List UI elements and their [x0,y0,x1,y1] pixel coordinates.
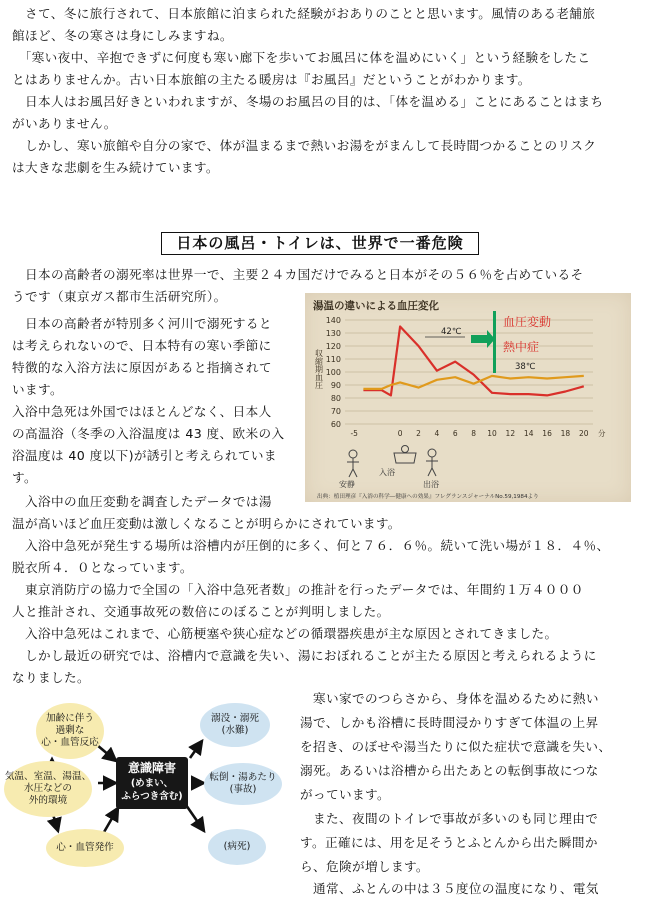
text-line: 通常、ふとんの中は３５度位の温度になり、電気 [300,881,599,896]
text-line: 館ほど、冬の寒さは身にしみますね。 [12,28,233,43]
text-line: は大きな悲劇を生み続けています。 [12,160,219,175]
arrow-icon [186,805,204,831]
y-tick-label: 80 [330,394,341,403]
x-tick-label: 8 [471,429,476,438]
x-tick-label: 14 [523,429,534,438]
text-line: 入浴中急死はこれまで、心筋梗塞や狭心症などの循環器疾患が主な原因とされてきました。 [12,626,558,641]
section-heading: 日本の風呂・トイレは、世界で一番危険 [161,232,479,255]
x-tick-label: 18 [560,429,571,438]
text-line: います。 [12,382,63,397]
bubble-text: (水難) [221,725,249,736]
core-title: 意識障害 [127,761,176,775]
text-line: 日本の高齢者が特別多く河川で溺死すると [12,316,272,331]
text-line: しかし、寒い旅館や自分の家で、体が温まるまで熱いお湯をがまんして長時間つかることのリスク [12,138,597,153]
x-tick-label: 2 [416,429,421,438]
consciousness-disorder-box [116,757,188,809]
bubble-text: 加齢に伴う [46,713,94,724]
chart-y-label: 収縮期血圧 [314,349,324,389]
legend-label: 熱中症 [503,340,540,354]
x-tick-label: 6 [452,429,458,438]
text-line: の高温浴（冬季の入浴温度は 43 度、欧米の入 [12,426,285,441]
text-line: 脱衣所４．０となっています。 [12,560,193,575]
stage-label: 出浴 [423,480,439,489]
bubble-text: 心・血管発作 [56,842,114,853]
text-line: 東京消防庁の協力で全国の「入浴中急死者数」の推計を行ったデータでは、年間約１万４０００ [12,582,584,597]
text-line: す。 [12,470,37,485]
text-line: がいありません。 [12,116,117,131]
chart-canvas [305,293,631,502]
x-tick-label: -5 [350,429,358,438]
y-tick-label: 100 [325,368,341,377]
y-tick-label: 90 [330,381,341,390]
text-line: ら、危険が増します。 [300,859,429,874]
text-line: 湯で、しかも浴槽に長時間浸かりすぎて体温の上昇 [300,715,599,730]
cardiac-attack-bubble [46,829,124,867]
chart-title: 湯温の違いによる血圧変化 [313,300,439,312]
series-label: 42℃ [441,327,462,337]
text-line: 日本人はお風呂好きといわれますが、冬場のお風呂の目的は、「体を温める」ことにあることはまち [12,94,604,109]
text-line: とはありませんか。古い日本旅館の主たる暖房は『お風呂』だということがわかります。 [12,72,531,87]
bubble-text: 気温、室温、湯温、 [4,771,92,782]
bathtub-icon [394,446,416,464]
x-unit-label: 分 [598,429,606,438]
text-line: 特徴的な入浴方法に原因があると指摘されて [12,360,272,375]
text-line: は考えられないので、日本特有の寒い季節に [12,338,272,353]
text-line: なりました。 [12,670,90,685]
y-tick-label: 70 [330,407,341,416]
x-tick-label: 0 [397,429,403,438]
text-line: がっています。 [300,787,390,802]
text-line: さて、冬に旅行されて、日本旅館に泊まられた経験がおありのことと思います。風情のある老舗旅 [12,6,596,21]
text-line: 入浴中急死が発生する場所は浴槽内が圧倒的に多く、何と７６．６％。続いて洗い場が１８．４％、 [12,538,610,553]
text-line: しかし最近の研究では、浴槽内で意識を失い、湯におぼれることが主たる原因と考えられるように [12,648,597,663]
arrow-icon [190,741,202,758]
fall-outcome-bubble [204,763,282,805]
disease-death-bubble [208,829,266,865]
text-line: また、夜間のトイレで事故が多いのも同じ理由で [300,811,599,826]
bather-figure-icon [347,450,359,477]
legend-bar [493,311,496,373]
text-line: 溺死。あるいは浴槽から出たあとの転倒事故につな [300,763,599,778]
stage-label: 入浴 [379,468,395,477]
bather-figure-icon [426,449,438,476]
y-tick-label: 110 [325,355,341,364]
environment-factor-bubble [4,761,92,817]
core-sub: (めまい、 [130,778,174,789]
bubble-text: 溺没・溺死 [211,713,259,724]
aging-factor-bubble [36,703,104,759]
y-tick-label: 60 [330,420,341,429]
text-line: 人と推計され、交通事故死の数倍にのぼることが判明しました。 [12,604,390,619]
x-tick-label: 4 [434,429,440,438]
chart-source: 出典：植田理彦『入浴の科学―健康への効果』フレグランスジャーナルNo.59,1984より [317,494,539,500]
stage-label: 安静 [339,480,355,489]
text-line: 浴温度は 40 度以下)が誘引と考えられていま [12,448,277,463]
text-line: 入浴中の血圧変動を調査したデータでは湯 [12,494,272,509]
consciousness-disorder-diagram [4,703,288,883]
legend-label: 血圧変動 [503,315,552,329]
y-tick-label: 120 [325,342,341,351]
text-line: す。正確には、用を足そうとふとんから出た瞬間か [300,835,598,850]
text-line: 寒い家でのつらさから、身体を温めるために熱い [300,691,599,706]
bubble-text: (病死) [223,841,251,852]
bubble-text: 心・血管反応 [41,737,99,748]
bubble-text: 水圧などの [24,783,72,794]
arrow-icon [97,745,116,761]
series-line [363,376,583,389]
bubble-text: 外的環境 [28,795,68,806]
y-tick-label: 140 [325,316,341,325]
core-sub: ふらつき含む) [121,791,183,802]
x-tick-label: 16 [542,429,552,438]
text-line: 日本の高齢者の溺死率は世界一で、主要２４カ国だけでみると日本がその５６％を占めているそ [12,267,584,282]
x-tick-label: 10 [487,429,497,438]
text-line: 「寒い夜中、辛抱できずに何度も寒い廊下を歩いてお風呂に体を温めにいく」という経験をしたこ [12,50,591,65]
text-line: 入浴中急死は外国ではほとんどなく、日本人 [12,404,272,419]
x-tick-label: 20 [579,429,589,438]
x-tick-label: 12 [505,429,516,438]
series-label: 38℃ [515,362,536,372]
blood-pressure-chart [305,293,631,502]
bubble-text: (事故) [229,784,257,795]
drowning-outcome-bubble [200,703,270,747]
bubble-text: 転倒・湯あたり [209,772,277,783]
bubble-text: 過剰な [55,725,85,736]
y-tick-label: 130 [325,329,341,338]
text-line: 温が高いほど血圧変動は激しくなることが明らかにされています。 [12,516,401,531]
text-line: を招き、のぼせや湯当たりに似た症状で意識を失い、 [300,739,612,754]
text-line: うです（東京ガス都市生活研究所）。 [12,289,227,304]
